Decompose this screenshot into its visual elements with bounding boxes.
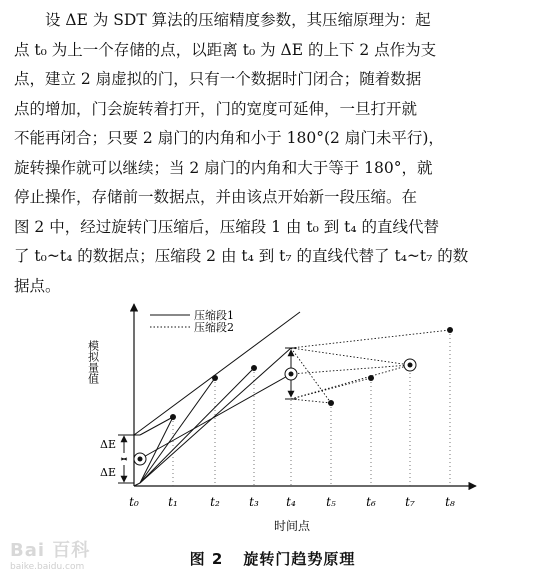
x-tick-labels — [129, 495, 455, 509]
body-paragraph — [14, 6, 532, 301]
paragraph-line: 点 t₀ 为上一个存储的点，以距离 t₀ 为 ΔE 的上下 2 点作为支 — [14, 40, 437, 59]
delta-bracket — [118, 435, 134, 483]
data-points — [170, 327, 453, 420]
paragraph-line: 旋转操作就可以继续；当 2 扇门的内角和大于等于 180°，就 — [14, 158, 433, 177]
tick-t6: t₆ — [366, 495, 376, 509]
tick-t1: t₁ — [168, 495, 178, 509]
swinging-door-figure — [0, 290, 545, 540]
y-axis-label — [87, 339, 100, 384]
paragraph-line: 了 t₀~t₄ 的数据点；压缩段 2 由 t₄ 到 t₇ 的直线代替了 t₄~t₇ 的数 — [14, 247, 469, 265]
delta-label-lower: ΔE — [100, 466, 116, 479]
caption-title: 旋转门趋势原理 — [243, 550, 356, 568]
stored-point-t0 — [134, 453, 146, 465]
tick-t5: t₅ — [326, 495, 336, 509]
legend-segment-2: 压缩段2 — [194, 321, 234, 334]
stored-point-t7 — [404, 359, 416, 371]
paragraph-line: 图 2 中，经过旋转门压缩后，压缩段 1 由 t₀ 到 t₄ 的直线代替 — [14, 217, 440, 236]
paragraph-line: 不能再闭合；只要 2 扇门的内角和小于 180°(2 扇门未平行)， — [14, 129, 444, 147]
tick-t3: t₃ — [249, 495, 259, 509]
paragraph-line: 据点。 — [14, 276, 61, 295]
svg-text:模拟量值: 模拟量值 — [86, 340, 100, 384]
watermark-url: baike.baidu.com — [10, 562, 85, 572]
tick-t8: t₈ — [445, 495, 455, 509]
paragraph-line: 停止操作，存储前一数据点，并由该点开始新一段压缩。在 — [14, 188, 418, 206]
delta-label-upper: ΔE — [100, 438, 116, 451]
tick-t0: t₀ — [129, 495, 139, 509]
watermark-logo: Bai 百科 — [10, 540, 91, 561]
paragraph-line: 点，建立 2 扇虚拟的门，只有一个数据时门闭合；随着数据 — [14, 70, 422, 88]
tick-t4: t₄ — [286, 495, 296, 509]
paragraph-line: 点的增加，门会旋转着打开，门的宽度可延伸，一旦打开就 — [14, 99, 418, 118]
segment-2-lines — [291, 330, 450, 403]
stored-point-t4 — [285, 368, 297, 380]
paragraph-line: 设 ΔE 为 SDT 算法的压缩精度参数，其压缩原理为：起 — [45, 11, 431, 29]
segment-1-lines — [134, 312, 300, 486]
tick-t7: t₇ — [405, 495, 415, 509]
legend-segment-1: 压缩段1 — [194, 309, 234, 322]
x-axis-label: 时间点 — [273, 519, 311, 533]
caption-number: 图 2 — [189, 550, 224, 568]
tick-t2: t₂ — [210, 495, 220, 509]
